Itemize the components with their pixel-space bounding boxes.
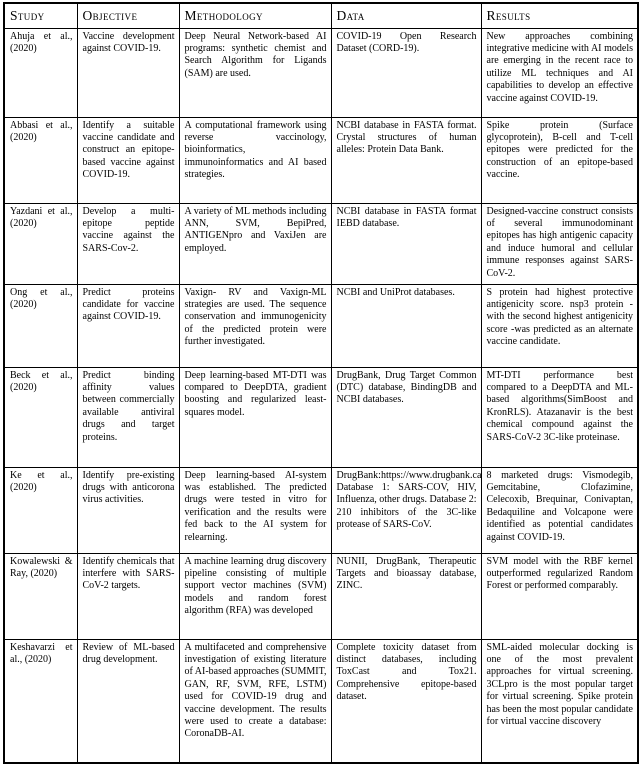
cell-methodology: A machine learning drug discovery pipeline consisting of multiple support vector machines (SVM) models and random forest algorithm (RFA) was developed <box>179 553 331 639</box>
column-header-objective: Objective <box>77 3 179 28</box>
cell-objective: Identify a suitable vaccine candidate and construct an epitope-based vaccine against COVID-19. <box>77 117 179 203</box>
table-row <box>4 553 638 639</box>
cell-objective: Predict binding affinity values between commercially available antiviral drugs and target proteins. <box>77 367 179 467</box>
cell-methodology: Deep learning-based AI-system was established. The predicted drugs were tested in vitro for verification and the results were fed back to the AI system for relearning. <box>179 467 331 553</box>
table-row <box>4 367 638 467</box>
cell-data: NCBI database in FASTA format. Crystal structures of human alleles: Protein Data Bank. <box>331 117 481 203</box>
column-header-methodology: Methodology <box>179 3 331 28</box>
cell-methodology: Deep Neural Network-based AI programs: synthetic chemist and Search Algorithm for Ligands (SAM) are used. <box>179 28 331 117</box>
cell-data: NUNII, DrugBank, Therapeutic Targets and bioassay database, ZINC. <box>331 553 481 639</box>
cell-data: DrugBank:https://www.drugbank.ca Database 1: SARS-COV, HIV, Influenza, other drugs. Database 2: 210 inhibitors of the 3C-like protease of SARS-CoV. <box>331 467 481 553</box>
column-header-results: Results <box>481 3 638 28</box>
cell-results: New approaches combining integrative medicine with AI models are emerging in the recent race to utilize ML techniques and AI capabilities to develop an effective vaccine against COVID-19. <box>481 28 638 117</box>
cell-study: Keshavarzi et al., (2020) <box>4 639 77 763</box>
cell-methodology: Deep learning-based MT-DTI was compared to DeepDTA, gradient boosting and regularized least-squares model. <box>179 367 331 467</box>
cell-objective: Identify pre-existing drugs with anticorona virus activities. <box>77 467 179 553</box>
cell-results: S protein had highest protective antigenicity score. nsp3 protein - with the second highest antigenicity score -was predicted as an alternate vaccine candidate. <box>481 284 638 367</box>
cell-study: Kowalewski & Ray, (2020) <box>4 553 77 639</box>
column-header-data: Data <box>331 3 481 28</box>
cell-methodology: A variety of ML methods including ANN, SVM, BepiPred, ANTIGENpro and VaxiJen are employed. <box>179 203 331 284</box>
cell-results: SML-aided molecular docking is one of the most prevalent approaches for virtual screening. 3CLpro is the most popular target for virtual screening. Spike protein has been the most popular candidate for virtual vaccine discovery <box>481 639 638 763</box>
cell-study: Abbasi et al., (2020) <box>4 117 77 203</box>
cell-methodology: Vaxign- RV and Vaxign-ML strategies are used. The sequence conservation and immunogenicity of the predicted protein were further investigated. <box>179 284 331 367</box>
cell-data: NCBI and UniProt databases. <box>331 284 481 367</box>
table-row <box>4 467 638 553</box>
cell-data: DrugBank, Drug Target Common (DTC) database, BindingDB and NCBI databases. <box>331 367 481 467</box>
cell-methodology: A computational framework using reverse vaccinology, bioinformatics, immunoinformatics and AI based strategies. <box>179 117 331 203</box>
cell-results: MT-DTI performance best compared to a DeepDTA and ML-based algorithms(SimBoost and KronRLS). Atazanavir is the best chemical compound against the SARS-CoV-2 3C-like proteinase. <box>481 367 638 467</box>
cell-data: Complete toxicity dataset from distinct databases, including ToxCast and Tox21. Comprehensive epitope-based dataset. <box>331 639 481 763</box>
cell-study: Beck et al., (2020) <box>4 367 77 467</box>
cell-study: Ahuja et al., (2020) <box>4 28 77 117</box>
table-row <box>4 28 638 117</box>
cell-objective: Vaccine development against COVID-19. <box>77 28 179 117</box>
table-row <box>4 203 638 284</box>
cell-objective: Review of ML-based drug development. <box>77 639 179 763</box>
table-row <box>4 284 638 367</box>
cell-objective: Identify chemicals that interfere with SARS-CoV-2 targets. <box>77 553 179 639</box>
cell-methodology: A multifaceted and comprehensive investigation of existing literature of AI-based approaches (SUMMIT, GAN, RF, SVM, RFE, LSTM) used for COVID-19 drug and vaccine development. The results were used to create a database: CoronaDB-AI. <box>179 639 331 763</box>
cell-study: Ke et al., (2020) <box>4 467 77 553</box>
cell-data: COVID-19 Open Research Dataset (CORD-19). <box>331 28 481 117</box>
cell-results: Spike protein (Surface glycoprotein), B-cell and T-cell epitopes were predicted for the construction of an epitope-based vaccine. <box>481 117 638 203</box>
cell-study: Yazdani et al., (2020) <box>4 203 77 284</box>
cell-results: SVM model with the RBF kernel outperformed regularized Random Forest or performed comparably. <box>481 553 638 639</box>
table-row <box>4 117 638 203</box>
table-row <box>4 639 638 763</box>
header-row <box>4 3 638 28</box>
column-header-study: Study <box>4 3 77 28</box>
cell-study: Ong et al., (2020) <box>4 284 77 367</box>
cell-results: 8 marketed drugs: Vismodegib, Gemcitabine, Clofazimine, Celecoxib, Brequinar, Conivaptan, Bedaquiline and Volcapone were identified as potential candidates against COVID-19. <box>481 467 638 553</box>
cell-objective: Develop a multi-epitope peptide vaccine against the SARS-Cov-2. <box>77 203 179 284</box>
literature-review-table <box>3 2 639 764</box>
cell-results: Designed-vaccine construct consists of several immunodominant epitopes has high antigenic capacity and induce humoral and cellular immune responses against SARS-CoV-2. <box>481 203 638 284</box>
cell-data: NCBI database in FASTA format IEBD database. <box>331 203 481 284</box>
cell-objective: Predict proteins candidate for vaccine against COVID-19. <box>77 284 179 367</box>
